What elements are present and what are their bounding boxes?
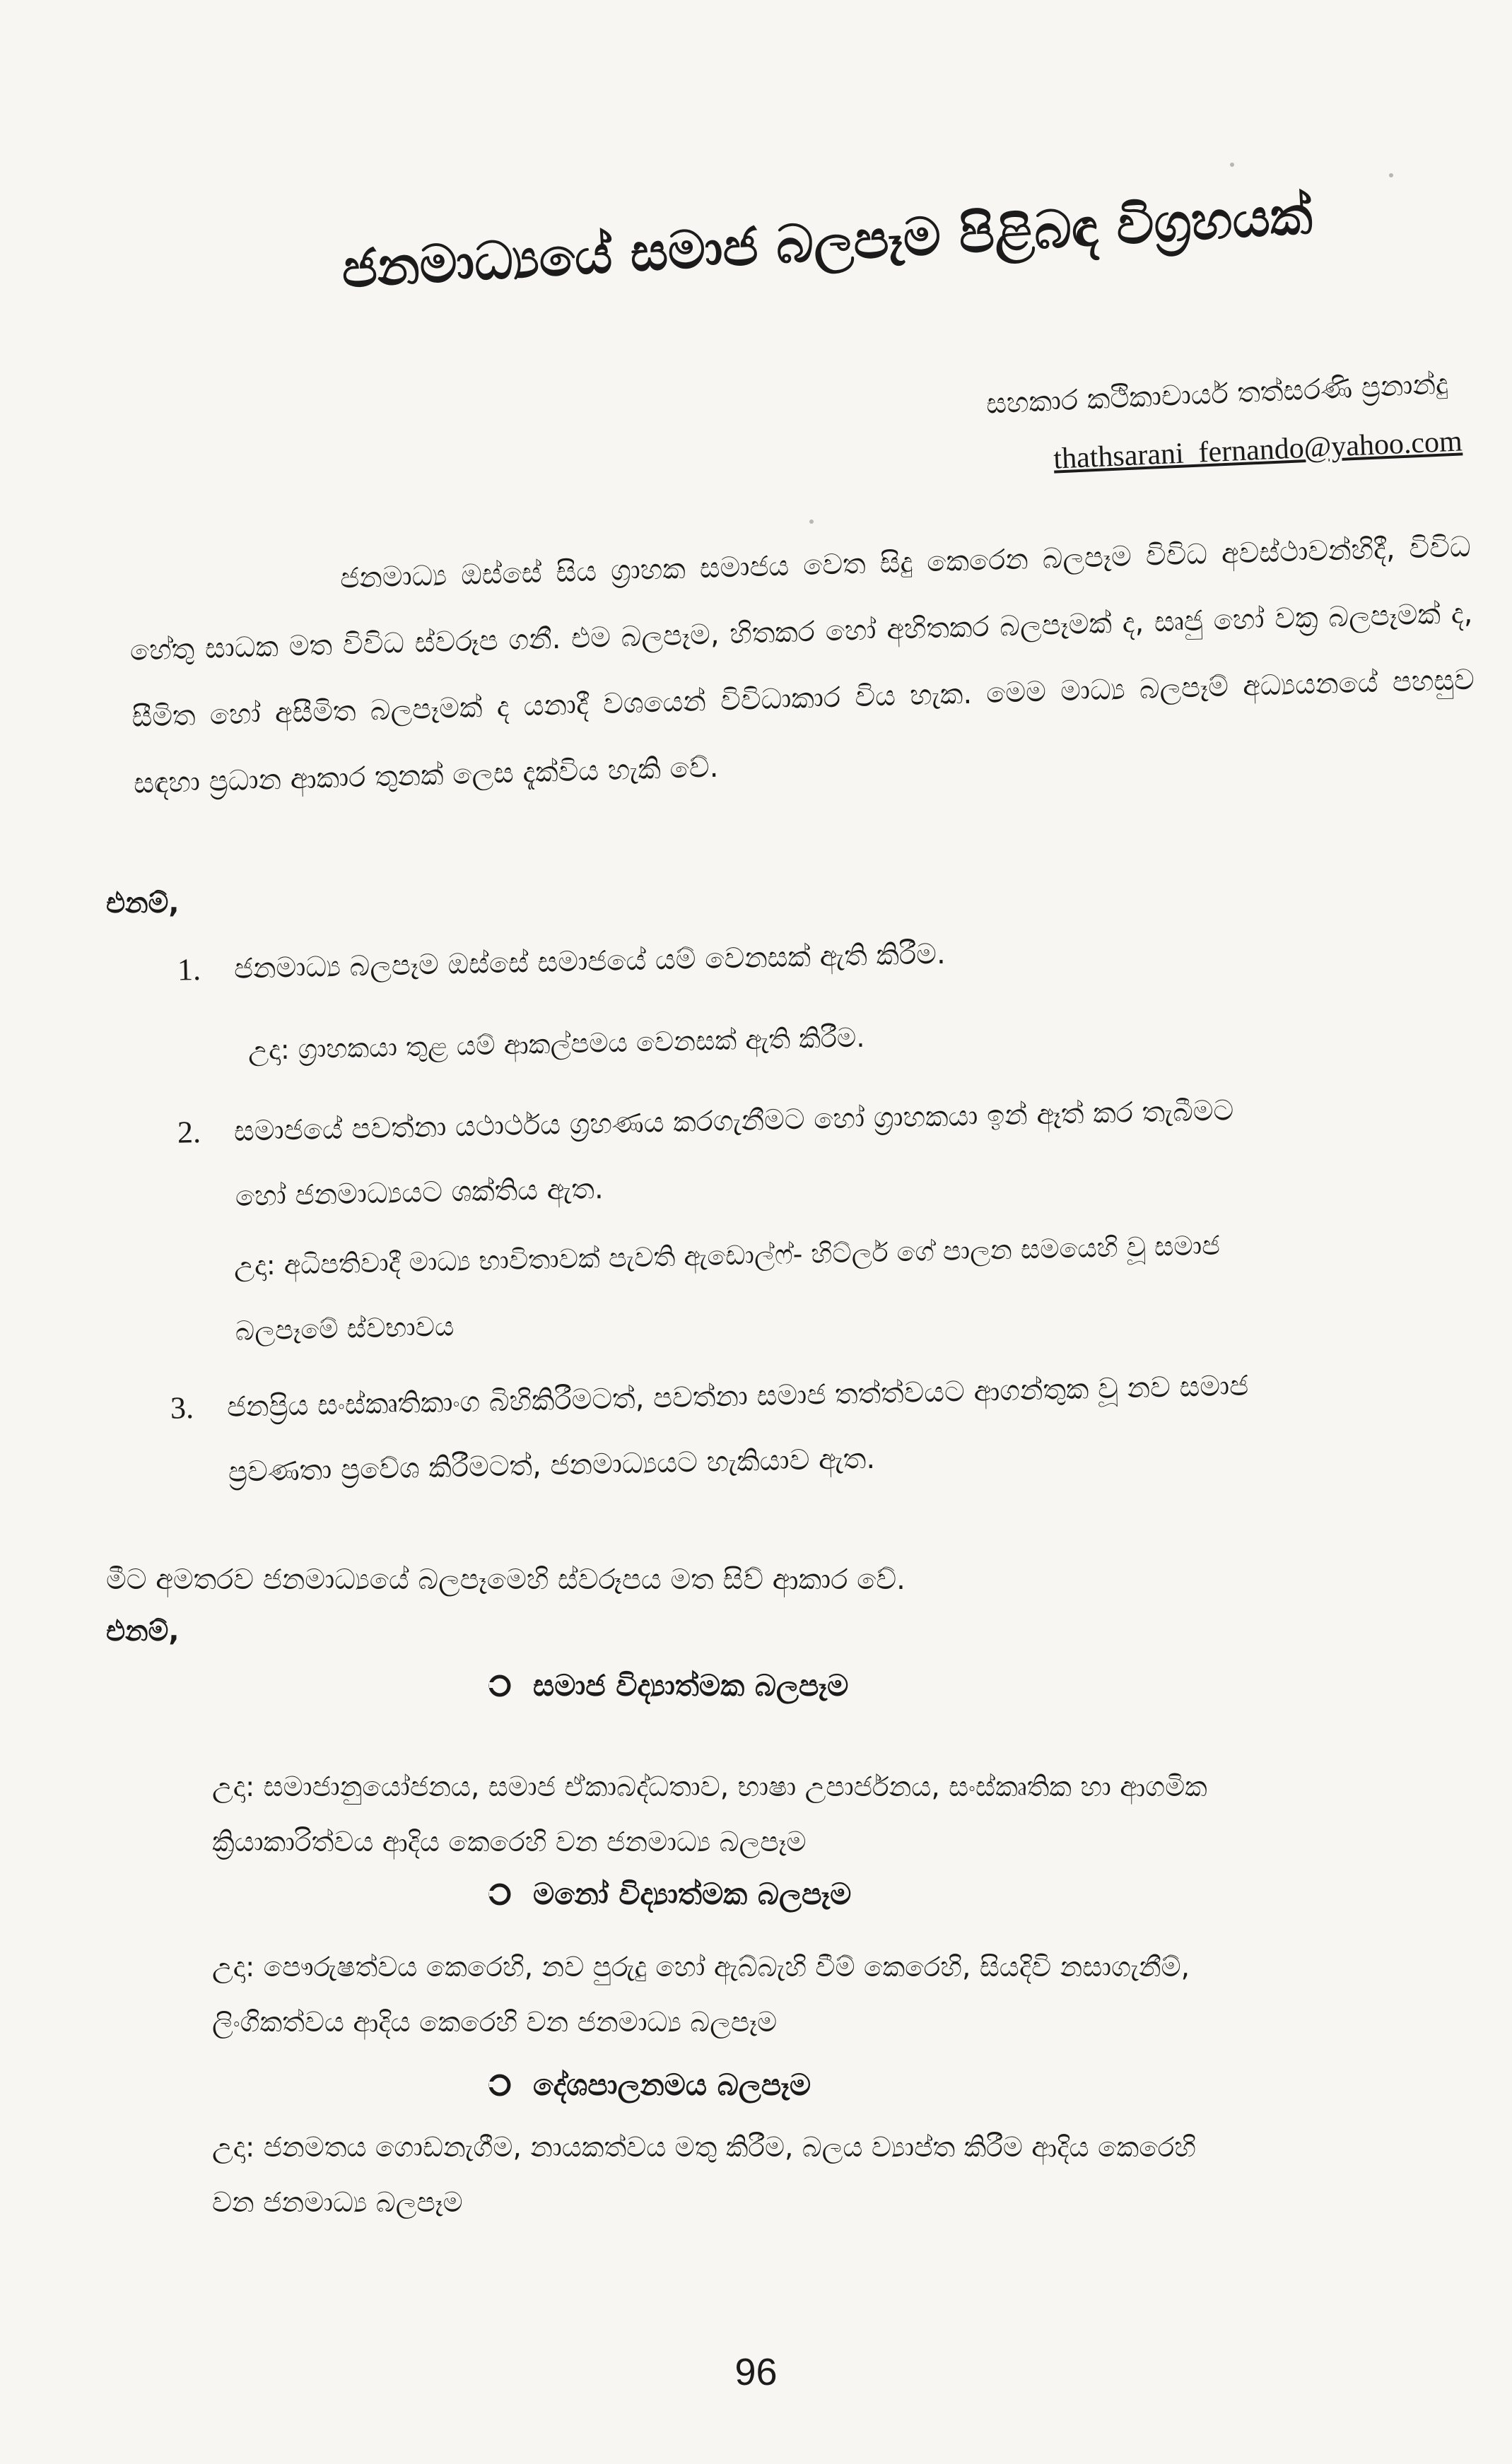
example-line: බලපෑමේ ස්වභාවය: [235, 1310, 455, 1347]
list-item-1-example: [247, 992, 1451, 1083]
paragraph-2: මීට අමතරව ජනමාධ්‍යයේ බලපෑමෙහි ස්වරූපය මත සිව් ආකාර වේ.: [106, 1564, 906, 1596]
example-line: උදා: ග්‍රාහකයා තුළ යම් ආකල්පමය වෙනසක් ඇති කිරීම.: [247, 1021, 865, 1066]
list-item-2: [177, 1073, 1479, 1229]
list-item-2-example: [233, 1207, 1479, 1363]
example-line: උදා: සමාජානුයෝජනය, සමාජ ඒකාබද්ධතාව, භාෂා උපාර්ජනය, සංස්කෘතික හා ආගමික: [212, 1771, 1207, 1803]
example-line: ක්‍රියාකාරිත්වය ආදිය කෙරෙහි වන ජනමාධ්‍ය බලපෑම: [212, 1826, 807, 1858]
author-email: thathsarani_fernando@yahoo.com: [1053, 425, 1463, 476]
example-line: ලිංගිකත්වය ආදිය කෙරෙහි වන ජනමාධ්‍ය බලපෑම: [212, 2007, 778, 2038]
list-number: 3.: [170, 1390, 194, 1426]
enam-label-2: එනම්,: [106, 1615, 180, 1648]
example-line: උදා: අධිපතිවාදී මාධ්‍ය භාවිතාවක් පැවති ඇඩොල්ෆ්- හිට්ලර් ගේ පාලන සමයෙහි වූ සමාජ: [233, 1229, 1221, 1281]
category-3-example: [212, 2120, 1477, 2231]
page-number: 96: [734, 2351, 778, 2393]
category-title: මනෝ විද්‍යාත්මක බලපෑම: [533, 1877, 852, 1911]
author-name: සහකාර කථිකාචාර්ය තත්සරණි ප්‍රනාන්දු: [985, 368, 1449, 421]
category-3-heading: [488, 2067, 811, 2103]
category-2-example: [212, 1940, 1477, 2051]
enam-label-1: එනම්,: [106, 887, 180, 920]
category-1-heading: [488, 1668, 848, 1703]
list-item-text: සමාජයේ පවත්නා යථාර්ථය ග්‍රහණය කරගැනීමට හෝ ග්‍රාහකයා ඉන් ඈත් කර තැබීමට: [233, 1094, 1234, 1148]
category-2-heading: [488, 1877, 851, 1912]
list-number: 1.: [177, 951, 201, 987]
example-line: වන ජනමාධ්‍ය බලපෑම: [212, 2187, 463, 2219]
list-number: 2.: [177, 1114, 201, 1150]
list-item-1: [177, 910, 1472, 1002]
scan-speck: [1230, 163, 1234, 167]
scan-speck: [1389, 173, 1393, 177]
example-line: උදා: පෞරුෂත්වය කෙරෙහි, නව පුරුදු හෝ ඇබ්බැහි වීම් කෙරෙහි, සියදිවි නසාගැනීම්,: [212, 1952, 1190, 1983]
page-title: ජනමාධ්‍යයේ සමාජ බලපෑම පිළිබඳ විග්‍රහයක්: [340, 184, 1314, 300]
list-item-text: ජනමාධ්‍ය බලපෑම ඔස්සේ සමාජයේ යම් වෙනසක් ඇති කිරීම.: [233, 937, 947, 985]
category-title: සමාජ විද්‍යාත්මක බලපෑම: [533, 1668, 849, 1703]
example-line: උදා: ජනමතය ගොඩනැගීම, නායකත්වය මතු කිරීම, බලය ව්‍යාප්ත කිරීම ආදිය කෙරෙහි: [212, 2132, 1197, 2164]
intro-paragraph: ජනමාධ්‍ය ඔස්සේ සිය ග්‍රාහක සමාජය වෙත සිදු කෙරෙන බලපෑම විවිධ අවස්ථාවන්හිදී, විවිධ හේතු සාධක මත විවිධ ස්වරූප ගනී. එම බලපෑම, හිතකර හෝ අහිතකර බලපෑමක් ද, සෘජු හෝ වක්‍ර බලපෑමක් ද, සීමිත හෝ අසීමිත බලපෑමක් ද යනාදී වශයෙන් විවිධාකාර විය හැක. මෙම මාධ්‍ය බලපෑම් අධ්‍යයනයේ පහසුව සඳහා ප්‍රධාන ආකාර තුනක් ලෙස දැක්විය හැකි වේ.: [129, 530, 1475, 800]
circle-bullet-icon: [488, 1674, 512, 1698]
list-item-text: ප්‍රවණතා ප්‍රවේශ කිරීමටත්, ජනමාධ්‍යයට හැකියාව ඇත.: [228, 1442, 876, 1489]
scan-speck: [809, 520, 814, 524]
circle-bullet-icon: [488, 1882, 512, 1906]
list-item-3: [170, 1349, 1479, 1505]
list-item-text: ජනප්‍රිය සංස්කෘතිකාංග බිහිකිරීමටත්, පවත්නා සමාජ තත්ත්වයට ආගන්තුක වූ නව සමාජ: [226, 1369, 1249, 1424]
list-item-text: හෝ ජනමාධ්‍යයට ශක්තිය ඇත.: [235, 1173, 604, 1213]
category-1-example: [212, 1760, 1477, 1870]
circle-bullet-icon: [488, 2073, 512, 2097]
category-title: දේශපාලනමය බලපෑම: [533, 2067, 811, 2102]
